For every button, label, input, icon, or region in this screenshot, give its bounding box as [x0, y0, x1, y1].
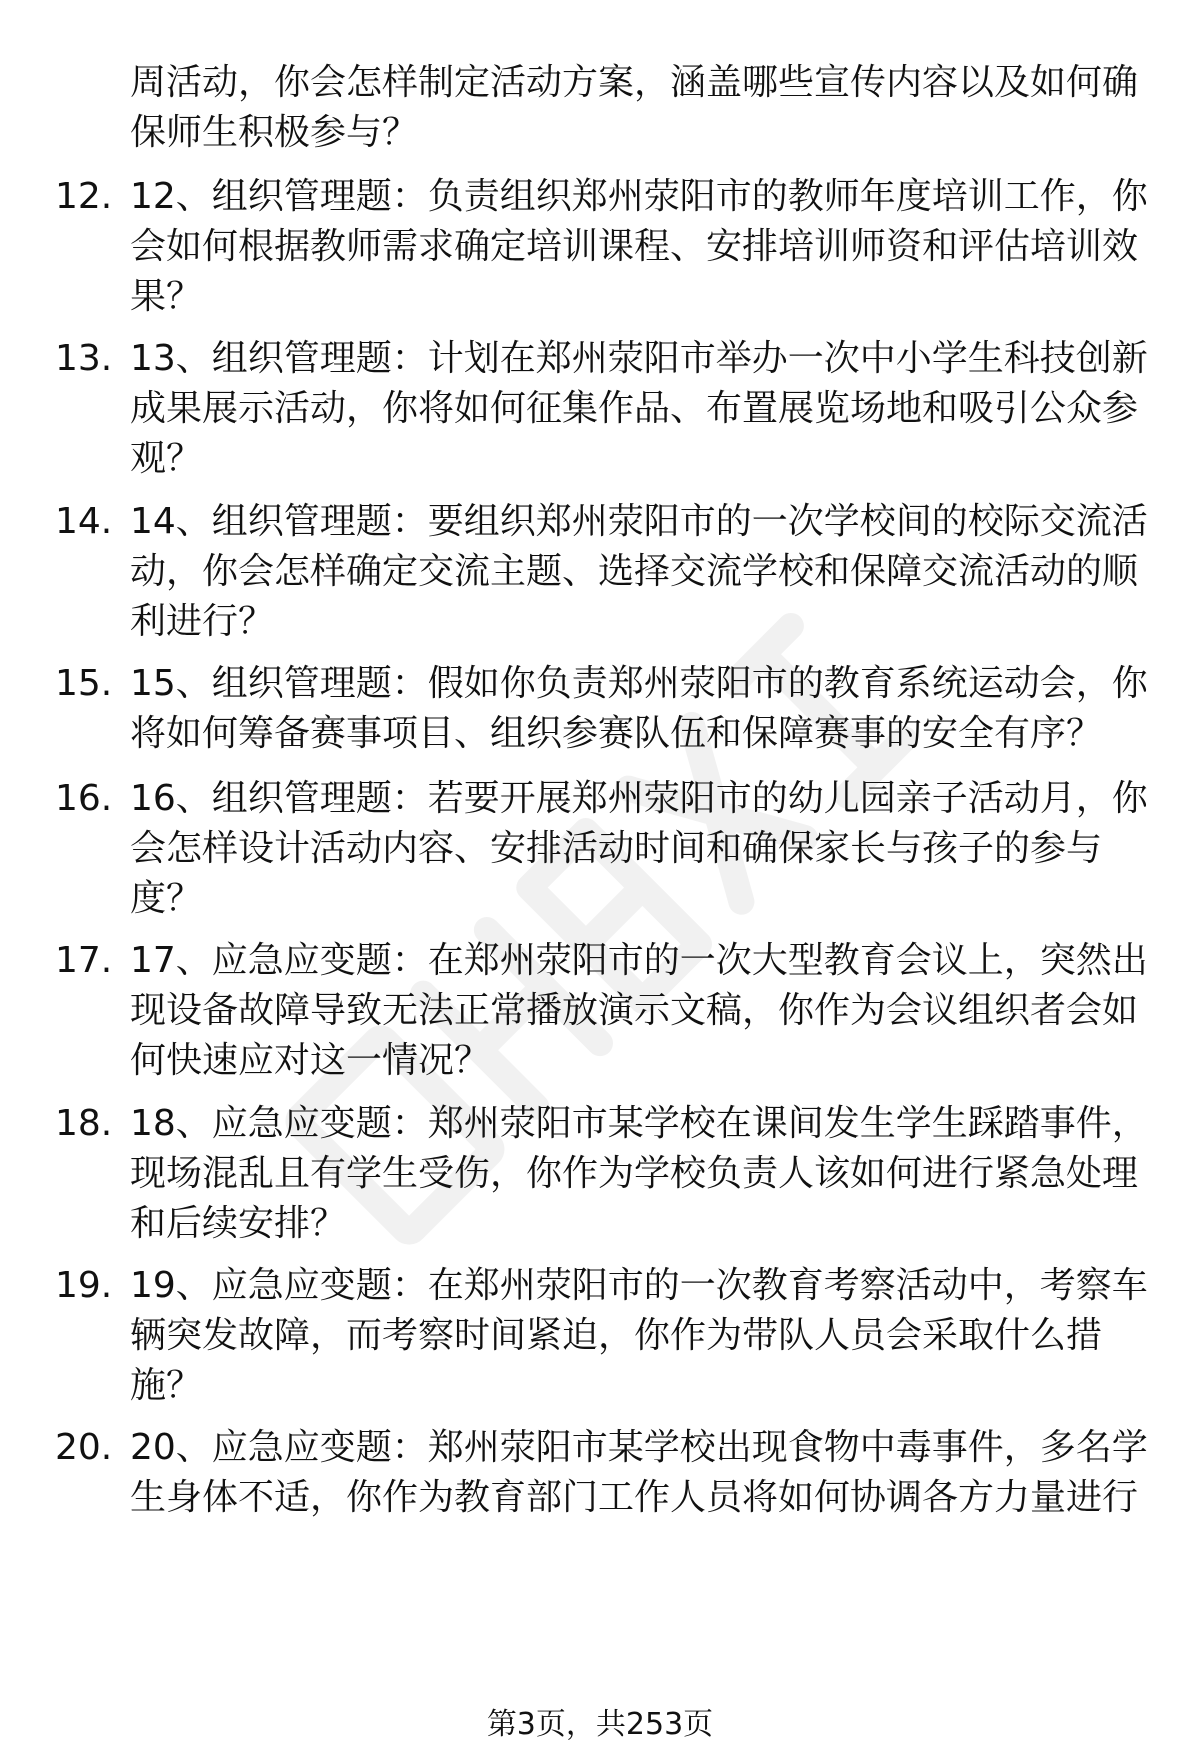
- item-number: 13.: [55, 338, 113, 379]
- item-line: 17、应急应变题：在郑州荥阳市的一次大型教育会议上，突然出: [130, 940, 1148, 981]
- item-text: [130, 936, 1150, 1086]
- item-text: [130, 1261, 1150, 1411]
- item-line: 会如何根据教师需求确定培训课程、安排培训师资和评估培训效: [130, 226, 1139, 267]
- item-line: 观？: [130, 438, 203, 479]
- item-text: [130, 172, 1150, 322]
- item-number: 12.: [55, 176, 113, 217]
- page-footer: 第3页，共253页: [486, 1707, 714, 1742]
- item-text: [130, 334, 1150, 484]
- item-line: 13、组织管理题：计划在郑州荥阳市举办一次中小学生科技创新: [130, 338, 1148, 379]
- item-text: [130, 659, 1150, 759]
- item-line: 16、组织管理题：若要开展郑州荥阳市的幼儿园亲子活动月，你: [130, 778, 1148, 819]
- item-line: 生身体不适，你作为教育部门工作人员将如何协调各方力量进行: [130, 1477, 1139, 1518]
- item-text: [130, 58, 1150, 158]
- item-number: 14.: [55, 501, 113, 542]
- item-line: 12、组织管理题：负责组织郑州荥阳市的教师年度培训工作，你: [130, 176, 1148, 217]
- item-line: 15、组织管理题：假如你负责郑州荥阳市的教育系统运动会，你: [130, 663, 1148, 704]
- item-line: 保师生积极参与？: [130, 112, 419, 153]
- item-line: 和后续安排？: [130, 1203, 347, 1244]
- item-text: [130, 774, 1150, 924]
- item-line: 何快速应对这一情况？: [130, 1040, 491, 1081]
- item-line: 18、应急应变题：郑州荥阳市某学校在课间发生学生踩踏事件，: [130, 1103, 1148, 1144]
- item-line: 成果展示活动，你将如何征集作品、布置展览场地和吸引公众参: [130, 388, 1139, 429]
- item-number: 20.: [55, 1427, 113, 1468]
- item-text: [130, 1423, 1150, 1523]
- item-line: 现场混乱且有学生受伤，你作为学校负责人该如何进行紧急处理: [130, 1153, 1139, 1194]
- item-line: 14、组织管理题：要组织郑州荥阳市的一次学校间的校际交流活: [130, 501, 1148, 542]
- item-number: 18.: [55, 1103, 113, 1144]
- item-line: 会怎样设计活动内容、安排活动时间和确保家长与孩子的参与: [130, 828, 1103, 869]
- item-line: 将如何筹备赛事项目、组织参赛队伍和保障赛事的安全有序？: [130, 713, 1103, 754]
- item-number: 17.: [55, 940, 113, 981]
- item-line: 辆突发故障，而考察时间紧迫，你作为带队人员会采取什么措: [130, 1315, 1103, 1356]
- item-line: 周活动，你会怎样制定活动方案，涵盖哪些宣传内容以及如何确: [130, 62, 1139, 103]
- item-line: 20、应急应变题：郑州荥阳市某学校出现食物中毒事件，多名学: [130, 1427, 1148, 1468]
- item-line: 果？: [130, 276, 203, 317]
- item-number: 15.: [55, 663, 113, 704]
- item-line: 动，你会怎样确定交流主题、选择交流学校和保障交流活动的顺: [130, 551, 1139, 592]
- item-line: 现设备故障导致无法正常播放演示文稿，你作为会议组织者会如: [130, 990, 1139, 1031]
- item-text: [130, 1099, 1150, 1249]
- item-line: 利进行？: [130, 601, 275, 642]
- item-line: 施？: [130, 1365, 203, 1406]
- item-number: 19.: [55, 1265, 113, 1306]
- item-line: 19、应急应变题：在郑州荥阳市的一次教育考察活动中，考察车: [130, 1265, 1148, 1306]
- item-line: 度？: [130, 878, 203, 919]
- item-text: [130, 497, 1150, 647]
- item-number: 16.: [55, 778, 113, 819]
